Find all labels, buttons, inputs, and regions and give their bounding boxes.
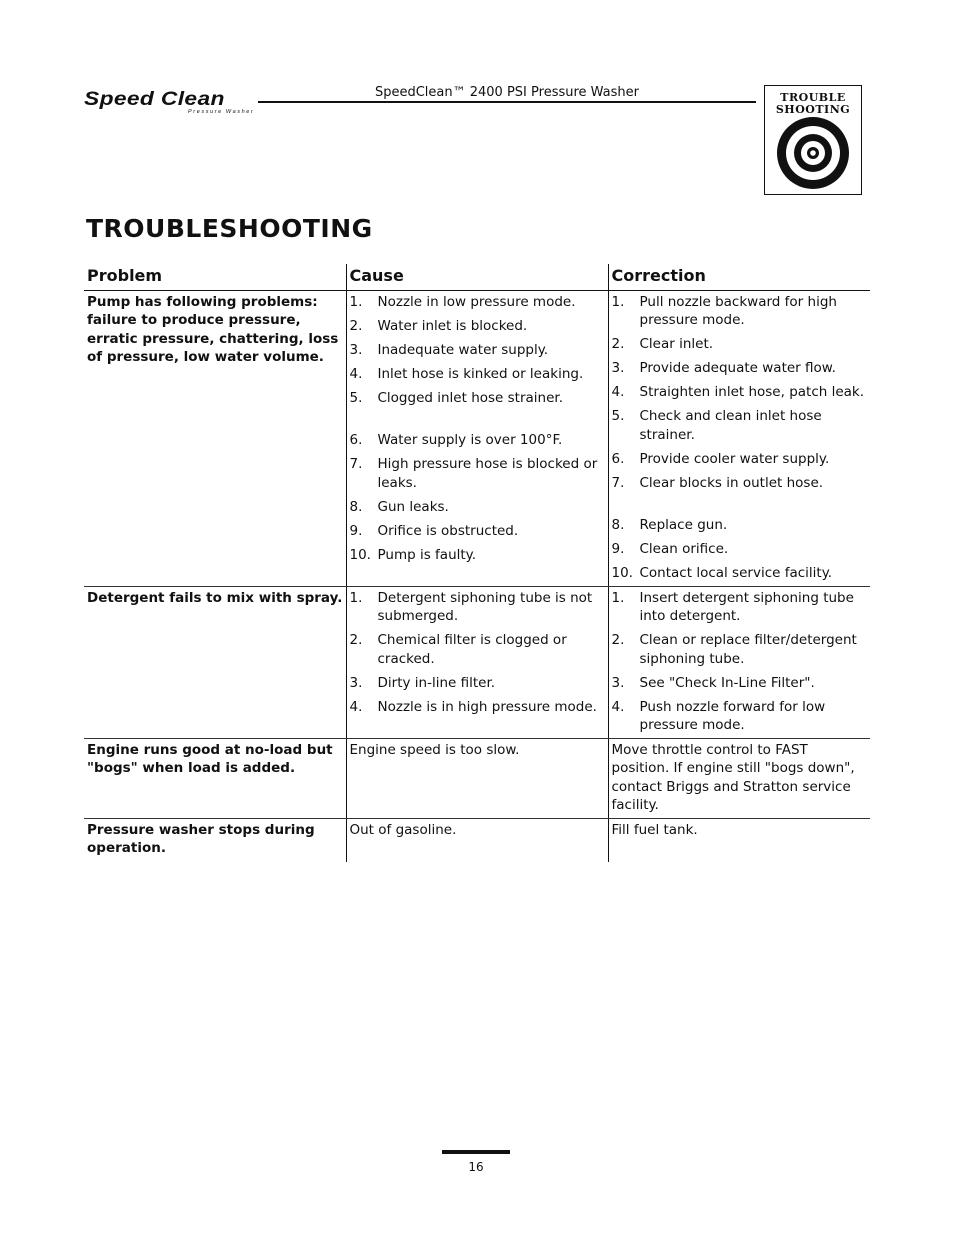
- list-item: 2. Water inlet is blocked.: [349, 317, 528, 334]
- cause-cell: [346, 586, 608, 738]
- list-item: 6. Provide cooler water supply.: [611, 450, 830, 467]
- list-item: 6. Water supply is over 100°F.: [349, 432, 563, 448]
- list-item: 5. Check and clean inlet hose strainer.: [611, 408, 822, 443]
- table-row: [84, 586, 870, 738]
- table-row: [84, 290, 870, 586]
- list-item: 2. Clean or replace filter/detergent siphoning tube.: [611, 632, 857, 667]
- correction-cell: Fill fuel tank.: [608, 818, 870, 862]
- list-item: 4. Straighten inlet hose, patch leak.: [611, 384, 865, 400]
- troubleshooting-table: [84, 264, 870, 862]
- list-item: 2. Chemical filter is clogged or cracked.: [349, 632, 567, 667]
- list-item: 3. Provide adequate water flow.: [611, 360, 836, 376]
- column-header-problem: Problem: [84, 264, 346, 290]
- correction-list: [612, 293, 868, 583]
- list-item: 7. High pressure hose is blocked or leaks.: [349, 456, 598, 491]
- list-item: 3. Dirty in-line filter.: [349, 674, 496, 691]
- table-row: [84, 818, 870, 862]
- column-header-cause: Cause: [346, 264, 608, 290]
- page-number: 16: [468, 1160, 484, 1174]
- list-item: 3. Inadequate water supply.: [349, 341, 549, 358]
- list-item: 1. Pull nozzle backward for high pressure mode.: [611, 293, 837, 328]
- target-icon: [765, 116, 860, 194]
- column-header-correction: Correction: [608, 264, 870, 290]
- page-title: TROUBLESHOOTING: [86, 214, 373, 243]
- list-item: 1. Nozzle in low pressure mode.: [349, 293, 576, 310]
- problem-cell: Detergent fails to mix with spray.: [84, 586, 346, 738]
- correction-cell: [608, 586, 870, 738]
- problem-cell: Engine runs good at no-load but "bogs" when load is added.: [84, 738, 346, 818]
- cause-cell: [346, 290, 608, 586]
- table-row: [84, 738, 870, 818]
- correction-cell: [608, 290, 870, 586]
- badge-line-1: TROUBLE: [780, 91, 846, 104]
- list-item: 8. Gun leaks.: [349, 498, 449, 515]
- list-item: 1. Detergent siphoning tube is not submerged.: [349, 589, 593, 624]
- problem-cell: Pressure washer stops during operation.: [87, 821, 315, 856]
- list-item: 1. Insert detergent siphoning tube into detergent.: [611, 589, 854, 624]
- brand-name: Speed Clean: [84, 89, 225, 110]
- troubleshooting-badge: [764, 85, 862, 195]
- cause-cell: Out of gasoline.: [346, 818, 608, 862]
- list-item: 8. Replace gun.: [611, 517, 728, 533]
- list-item: 2. Clear inlet.: [611, 336, 714, 352]
- brand-logo: [84, 89, 256, 118]
- problem-cell: Pump has following problems: failure to produce pressure, erratic pressure, chattering, loss of pressure, low water volume.: [84, 290, 346, 586]
- list-item: 5. Clogged inlet hose strainer.: [349, 389, 563, 406]
- list-item: 9. Orifice is obstructed.: [349, 522, 519, 539]
- cause-cell: Engine speed is too slow.: [346, 738, 608, 818]
- list-item: 10. Contact local service facility.: [611, 565, 833, 581]
- header-rule: [258, 101, 756, 103]
- badge-line-2: SHOOTING: [775, 103, 851, 116]
- list-item: 10. Pump is faulty.: [349, 546, 477, 563]
- list-item: 3. See "Check In-Line Filter".: [611, 674, 815, 691]
- footer-rule: [442, 1150, 510, 1154]
- cause-list: [350, 589, 605, 717]
- list-item: 7. Clear blocks in outlet hose.: [611, 474, 824, 491]
- correction-list: [612, 589, 868, 735]
- list-item: 4. Push nozzle forward for low pressure mode.: [611, 698, 826, 733]
- correction-cell: Move throttle control to FAST position. If engine still "bogs down", contact Briggs and Stratton service facility.: [608, 738, 870, 818]
- list-item: 4. Nozzle is in high pressure mode.: [349, 698, 597, 715]
- brand-subtitle: Pressure Washer: [188, 109, 255, 115]
- cause-list: [350, 293, 605, 565]
- document-title: SpeedClean™ 2400 PSI Pressure Washer: [374, 85, 640, 100]
- list-item: 9. Clean orifice.: [611, 541, 729, 557]
- list-item: 4. Inlet hose is kinked or leaking.: [349, 365, 584, 382]
